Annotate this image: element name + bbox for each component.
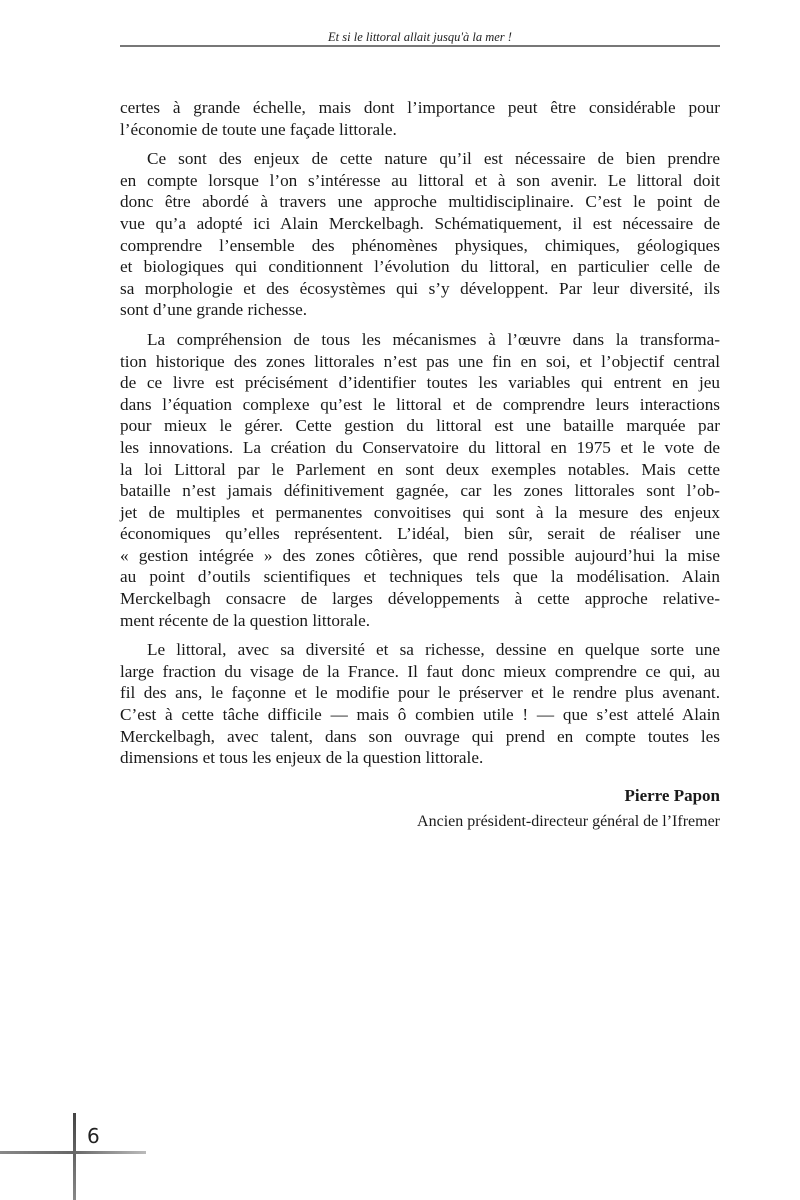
text-line: dimensions et tous les enjeux de la question littorale.	[120, 748, 484, 768]
text-line: large fraction du visage de la France. Il faut donc mieux comprendre ce qui, au	[120, 661, 720, 681]
text-line: fil des ans, le façonne et le modifie pour le préserver et le rendre plus avenant.	[120, 683, 720, 703]
body-text	[120, 97, 720, 769]
text-line: sa morphologie et des écosystèmes qui s’y développent. Par leur diversité, ils	[120, 278, 720, 298]
text-line: économiques qu’elles représentent. L’idéal, bien sûr, serait de réaliser une	[120, 524, 720, 544]
running-header: Et si le littoral allait jusqu'à la mer !	[328, 30, 512, 44]
paragraph	[120, 97, 720, 140]
text-line: de ce livre est précisément d’identifier toutes les variables qui entrent en jeu	[120, 373, 720, 393]
paragraph	[120, 148, 720, 321]
text-line: Ce sont des enjeux de cette nature qu’il est nécessaire de bien prendre	[147, 149, 720, 169]
text-line: La compréhension de tous les mécanismes à l’œuvre dans la transforma-	[147, 329, 720, 349]
text-line: dans l’équation complexe qu’est le littoral et de comprendre leurs interactions	[120, 394, 720, 414]
paragraph	[120, 639, 720, 769]
text-line: sont d’une grande richesse.	[120, 300, 308, 320]
text-line: Merckelbagh, avec talent, dans son ouvrage qui prend en compte toutes les	[120, 726, 720, 746]
text-line: comprendre l’ensemble des phénomènes physiques, chimiques, géologiques	[120, 235, 720, 255]
text-line: tion historique des zones littorales n’est pas une fin en soi, et l’objectif central	[120, 351, 720, 371]
text-line: au point d’outils scientifiques et techniques tels que la modélisation. Alain	[120, 567, 720, 587]
text-line: la loi Littoral par le Parlement en sont deux exemples notables. Mais cette	[120, 459, 720, 479]
corner-mark-vertical	[73, 1113, 76, 1200]
text-line: Merckelbagh consacre de larges développements à cette approche relative-	[120, 589, 720, 609]
text-line: donc être abordé à travers une approche multidisciplinaire. C’est le point de	[120, 192, 720, 212]
signature-name: Pierre Papon	[624, 786, 720, 805]
text-line: vue qu’a adopté ici Alain Merckelbagh. Schématiquement, il est nécessaire de	[120, 213, 720, 233]
text-line: certes à grande échelle, mais dont l’importance peut être considérable pour	[120, 98, 720, 117]
text-line: en compte lorsque l’on s’intéresse au littoral et à son avenir. Le littoral doit	[120, 170, 720, 190]
text-line: « gestion intégrée » des zones côtières, que rend possible aujourd’hui la mise	[120, 545, 720, 565]
text-line: pour mieux le gérer. Cette gestion du littoral est une bataille marquée par	[120, 416, 720, 436]
text-line: l’économie de toute une façade littorale.	[120, 119, 397, 139]
text-line: ment récente de la question littorale.	[120, 610, 371, 630]
header-rule	[120, 45, 720, 47]
text-line: C’est à cette tâche difficile — mais ô combien utile ! — que s’est attelé Alain	[120, 705, 720, 725]
text-line: bataille n’est jamais définitivement gagnée, car les zones littorales sont l’ob-	[120, 481, 720, 501]
text-line: et biologiques qui conditionnent l’évolution du littoral, en particulier celle de	[120, 257, 720, 277]
text-line: les innovations. La création du Conservatoire du littoral en 1975 et le vote de	[120, 437, 720, 457]
page-number: 6	[87, 1124, 100, 1148]
text-line: Le littoral, avec sa diversité et sa richesse, dessine en quelque sorte une	[147, 640, 720, 660]
text-line: jet de multiples et permanentes convoitises qui sont à la mesure des enjeux	[120, 502, 720, 522]
paragraph	[120, 329, 720, 631]
signature-title: Ancien président-directeur général de l’Ifremer	[417, 813, 720, 830]
corner-mark-horizontal	[0, 1151, 146, 1154]
